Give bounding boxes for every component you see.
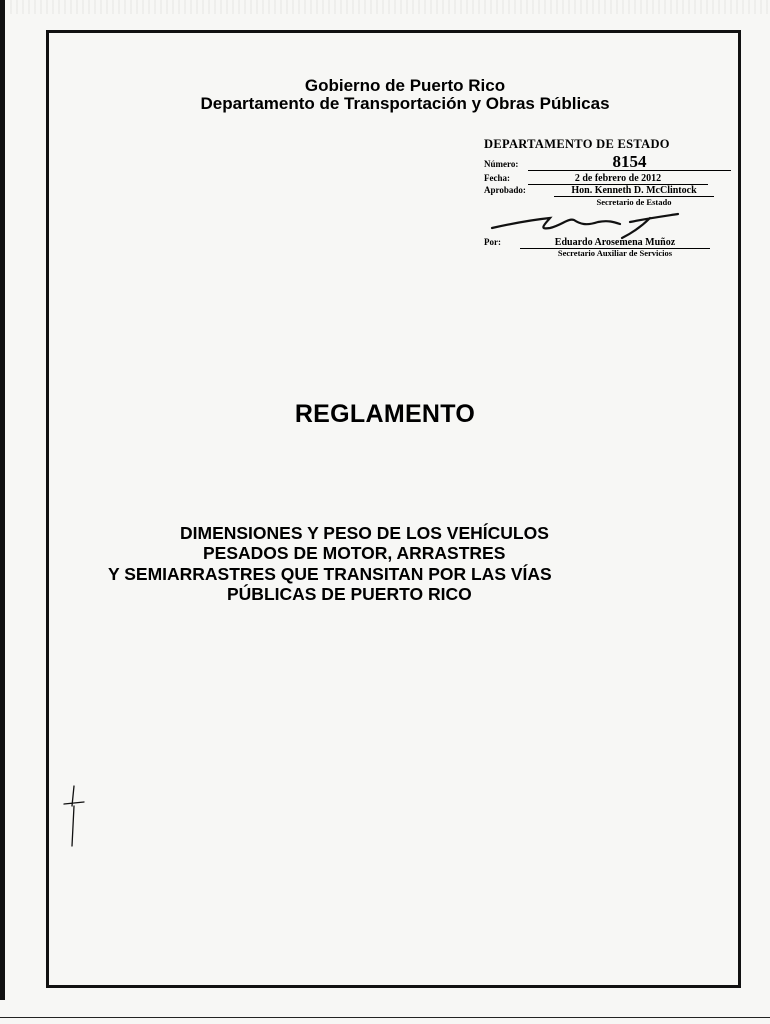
subtitle-line: PESADOS DE MOTOR, ARRASTRES	[203, 543, 506, 563]
date-label: Fecha:	[484, 173, 510, 183]
number-label: Número:	[484, 159, 519, 169]
stamp-by-row	[484, 237, 734, 261]
header-government: Gobierno de Puerto Rico	[304, 76, 506, 95]
stamp-approved-row	[484, 185, 734, 209]
registry-stamp	[484, 137, 734, 258]
approved-role: Secretario de Estado	[596, 197, 672, 207]
approved-value: Hon. Kenneth D. McClintock	[554, 185, 714, 197]
by-value: Eduardo Arosemena Muñoz	[520, 237, 710, 249]
by-role: Secretario Auxiliar de Servicios	[557, 248, 673, 258]
header-department: Departamento de Transportación y Obras Públicas	[200, 94, 610, 113]
scan-noise	[10, 0, 770, 14]
subtitle-line: DIMENSIONES Y PESO DE LOS VEHÍCULOS	[180, 523, 549, 543]
approved-label: Aprobado:	[484, 185, 526, 195]
by-label: Por:	[484, 237, 501, 247]
stamp-number-row	[484, 153, 734, 173]
stamp-title: DEPARTAMENTO DE ESTADO	[484, 137, 670, 151]
signature-image	[490, 208, 680, 240]
subtitle-line: Y SEMIARRASTRES QUE TRANSITAN POR LAS VÍAS	[108, 564, 552, 584]
handwritten-mark	[62, 784, 88, 848]
document-title: REGLAMENTO	[294, 400, 476, 428]
number-value: 8154	[528, 153, 731, 171]
scan-edge-bar	[0, 0, 5, 1000]
subtitle-line: PÚBLICAS DE PUERTO RICO	[227, 584, 472, 604]
scan-bottom-line	[0, 1017, 770, 1018]
date-value: 2 de febrero de 2012	[528, 173, 708, 185]
